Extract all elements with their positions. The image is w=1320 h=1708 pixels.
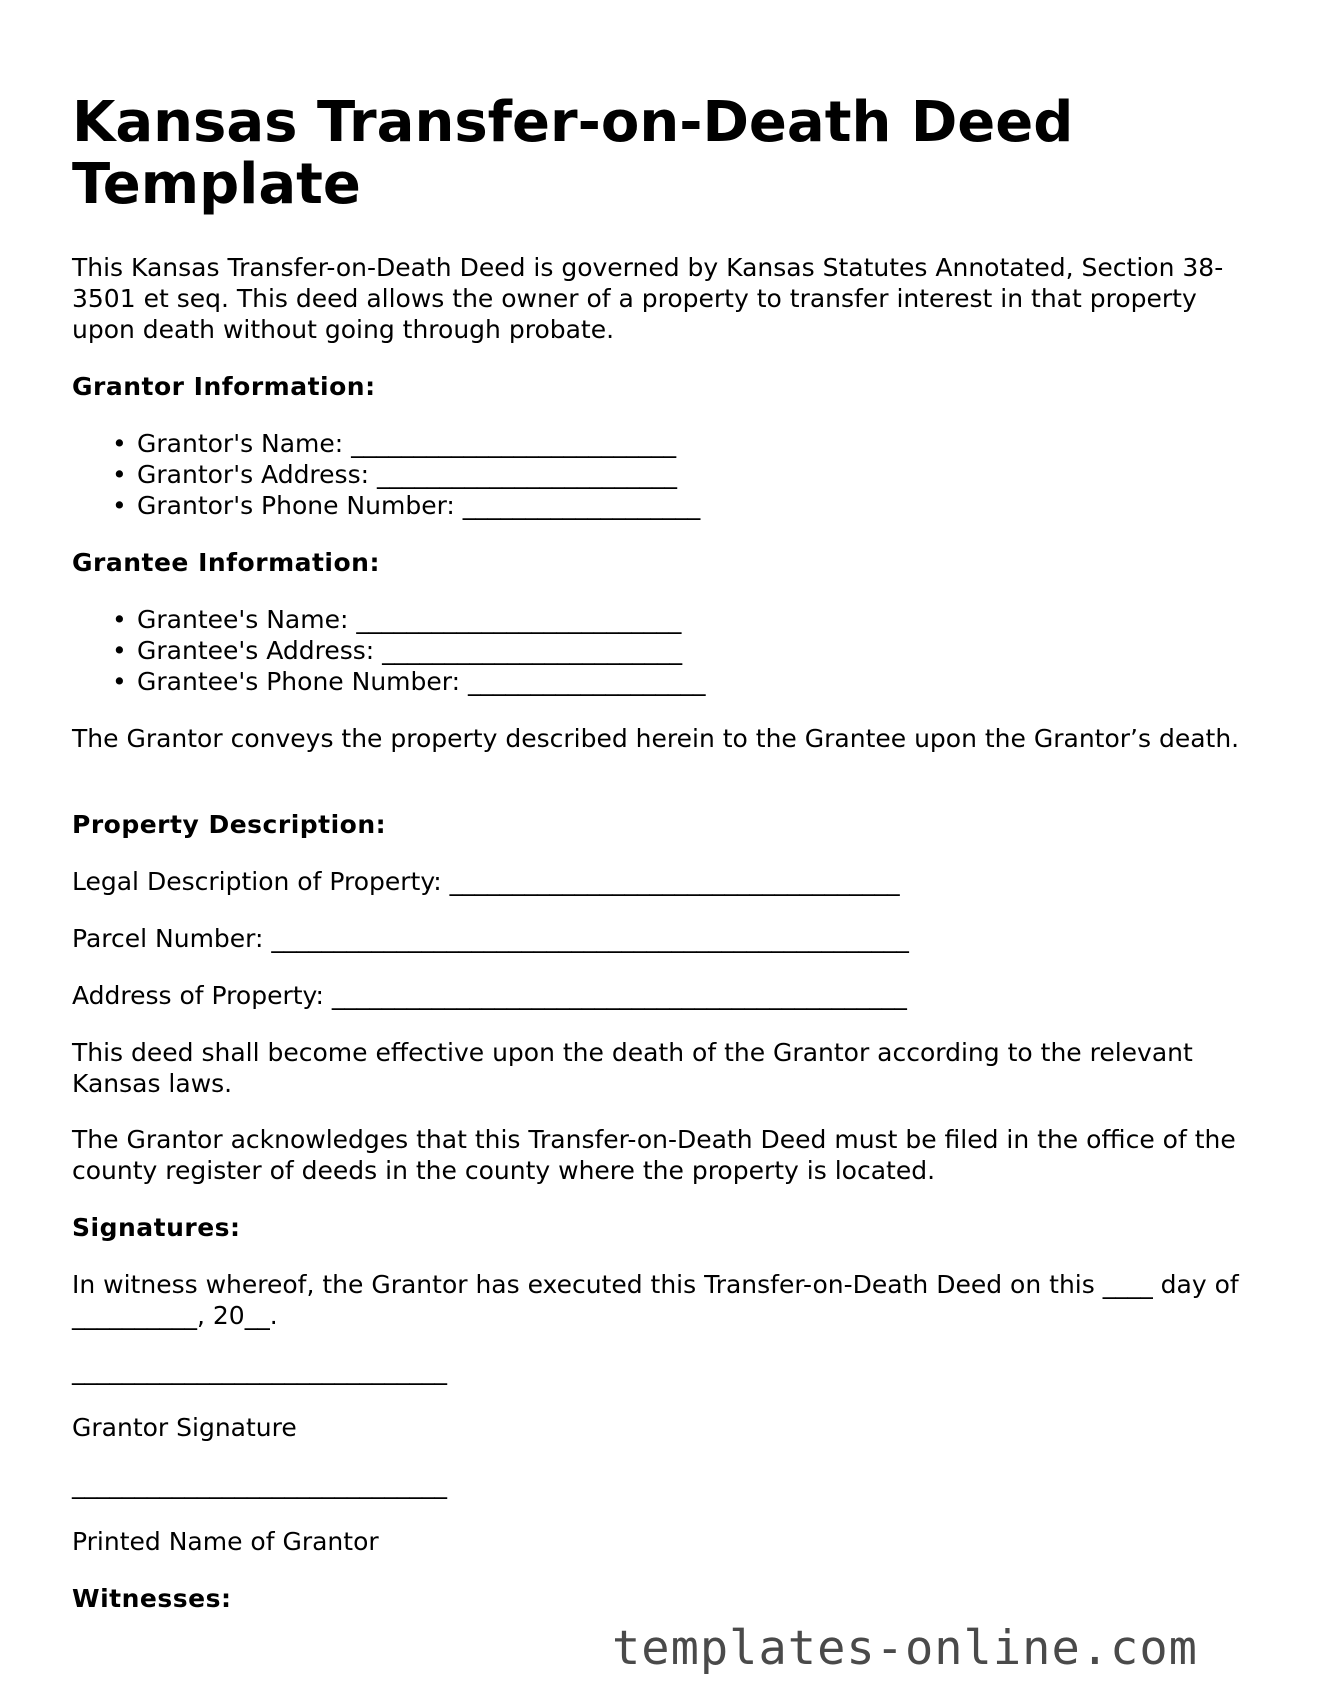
property-heading: Property Description: xyxy=(72,810,387,839)
grantor-address-field: Grantor's Address: ________________________ xyxy=(137,460,677,489)
grantor-list xyxy=(72,428,700,521)
grantor-name-field: Grantor's Name: __________________________ xyxy=(137,429,677,458)
bullet-icon: • xyxy=(112,667,127,696)
grantor-heading: Grantor Information: xyxy=(72,372,376,401)
grantee-phone-field: Grantee's Phone Number: ___________________ xyxy=(137,667,706,696)
witness-clause: In witness whereof, the Grantor has executed this Transfer-on-Death Deed on this ____ day of __________, 20__. xyxy=(72,1270,1239,1330)
conveyance-paragraph: The Grantor conveys the property described herein to the Grantee upon the Grantor’s death. xyxy=(72,724,1240,753)
parcel-number-field: Parcel Number: ___________________________________________________ xyxy=(72,924,909,953)
bullet-icon: • xyxy=(112,491,127,520)
list-item xyxy=(72,635,705,666)
signatures-heading: Signatures: xyxy=(72,1213,241,1242)
grantee-name-field: Grantee's Name: __________________________ xyxy=(137,605,682,634)
witnesses-heading: Witnesses: xyxy=(72,1584,232,1613)
list-item xyxy=(72,490,700,521)
grantee-heading: Grantee Information: xyxy=(72,548,380,577)
list-item xyxy=(72,428,700,459)
watermark: templates-online.com xyxy=(612,1621,1198,1676)
page-title: Kansas Transfer-on-Death Deed Template xyxy=(72,90,1074,217)
effective-paragraph: This deed shall become effective upon the death of the Grantor according to the relevant Kansas laws. xyxy=(72,1038,1193,1098)
list-item xyxy=(72,459,700,490)
bullet-icon: • xyxy=(112,460,127,489)
printed-name-label: Printed Name of Grantor xyxy=(72,1527,379,1556)
grantor-signature-line: ______________________________ xyxy=(72,1356,447,1385)
bullet-icon: • xyxy=(112,429,127,458)
list-item xyxy=(72,666,705,697)
list-item xyxy=(72,604,705,635)
intro-paragraph: This Kansas Transfer-on-Death Deed is governed by Kansas Statutes Annotated, Section 38-3501 et seq. This deed allows the owner of a property to transfer interest in that property upon death without going through probate. xyxy=(72,253,1224,344)
bullet-icon: • xyxy=(112,636,127,665)
acknowledgment-paragraph: The Grantor acknowledges that this Transfer-on-Death Deed must be filed in the office of the county register of deeds in the county where the property is located. xyxy=(72,1125,1236,1185)
grantor-signature-label: Grantor Signature xyxy=(72,1413,297,1442)
grantee-address-field: Grantee's Address: ________________________ xyxy=(137,636,683,665)
legal-description-field: Legal Description of Property: ____________________________________ xyxy=(72,867,900,896)
printed-name-line: ______________________________ xyxy=(72,1470,447,1499)
grantor-phone-field: Grantor's Phone Number: ___________________ xyxy=(137,491,701,520)
bullet-icon: • xyxy=(112,605,127,634)
grantee-list xyxy=(72,604,705,697)
property-address-field: Address of Property: ______________________________________________ xyxy=(72,981,907,1010)
